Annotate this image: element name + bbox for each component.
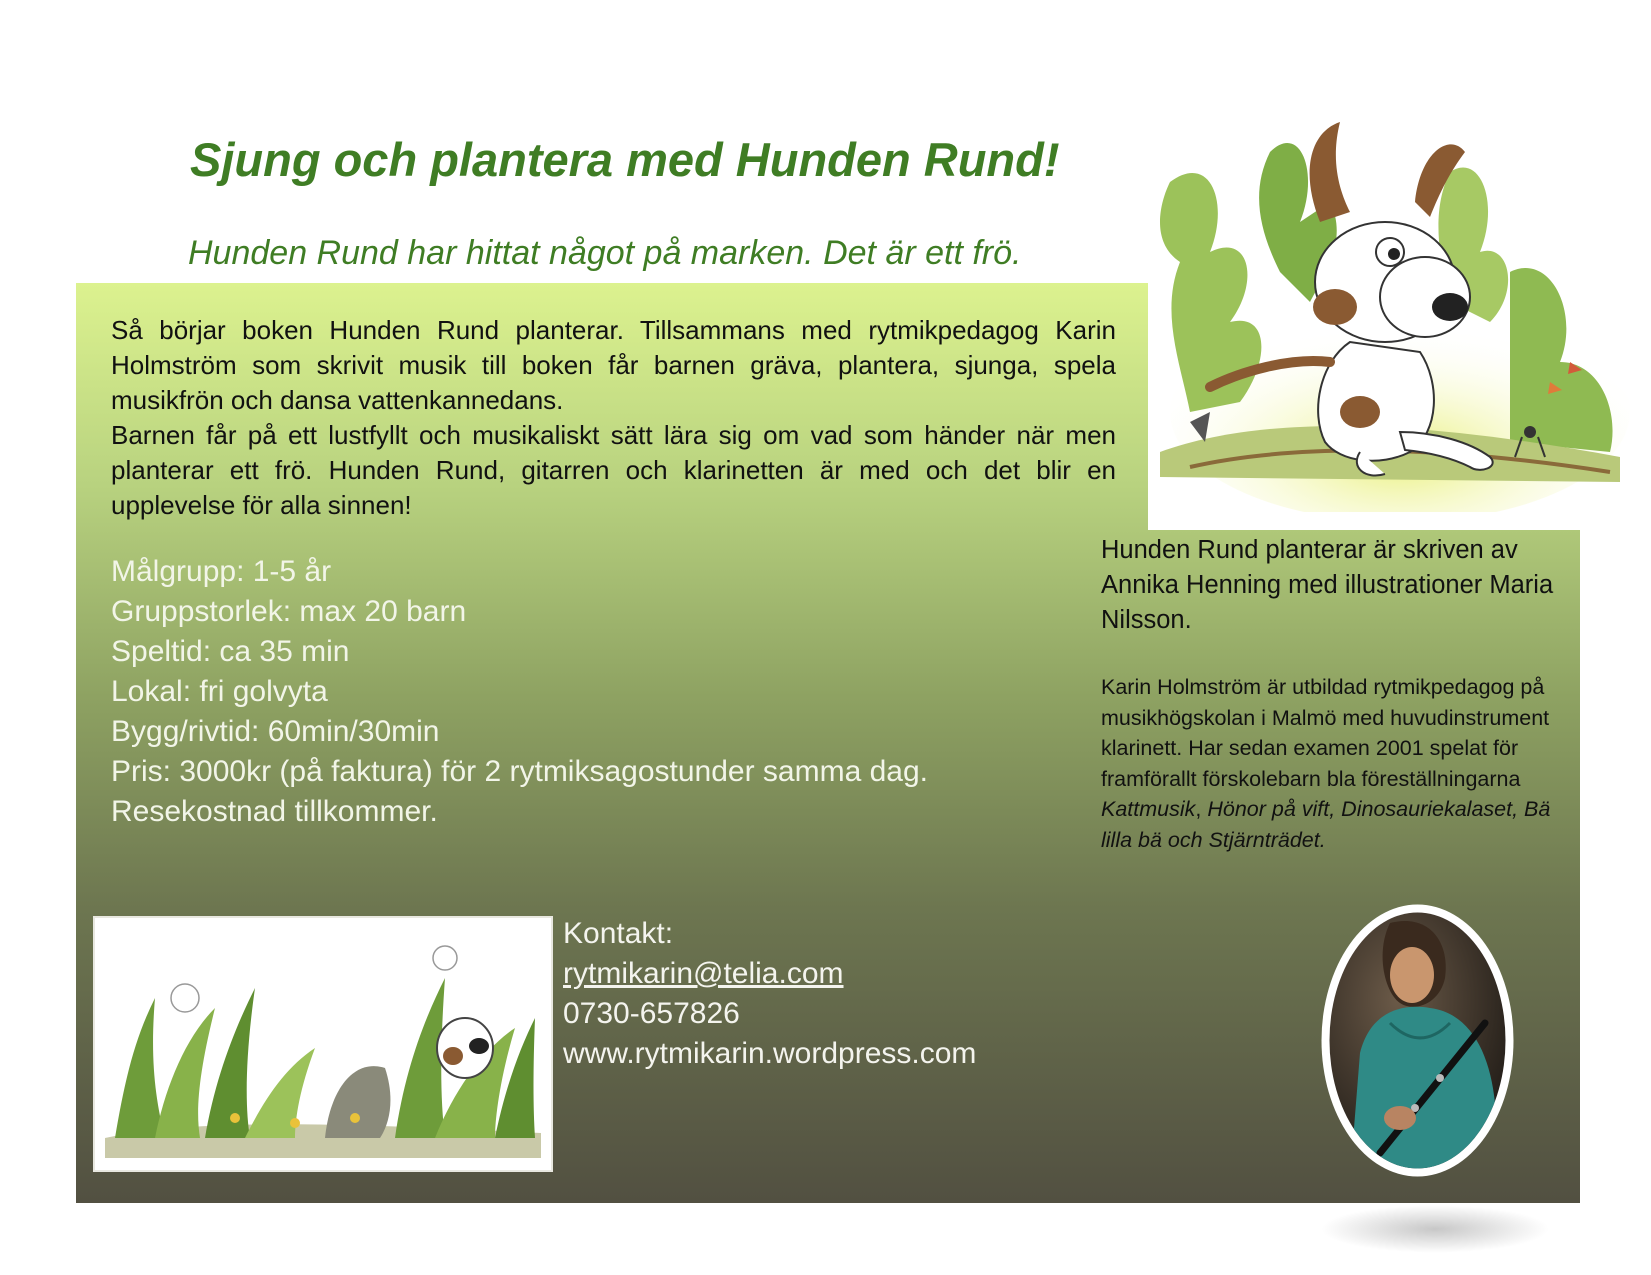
fact-setup-time: Bygg/rivtid: 60min/30min: [111, 715, 440, 748]
fact-duration: Speltid: ca 35 min: [111, 635, 350, 668]
portrait-photo: [1320, 903, 1515, 1178]
meadow-illustration: [95, 918, 551, 1170]
fact-group-size: Gruppstorlek: max 20 barn: [111, 595, 467, 628]
meadow-illustration-frame: [93, 916, 553, 1172]
bio-show-kattmusik: Kattmusik: [1101, 797, 1196, 821]
bio-separator: ,: [1195, 797, 1208, 821]
drop-shadow: [1320, 1205, 1550, 1253]
intro-text: [111, 313, 1116, 523]
bio-shows: Hönor på vift, Dinosauriekalaset, Bä lilla bä och Stjärnträdet.: [1101, 797, 1551, 852]
page-subtitle: Hunden Rund har hittat något på marken. Det är ett frö.: [188, 234, 1022, 272]
fact-travel-cost: Resekostnad tillkommer.: [111, 795, 438, 828]
fact-price: Pris: 3000kr (på faktura) för 2 rytmiksagostunder samma dag.: [111, 755, 929, 788]
bio-text: Karin Holmström är utbildad rytmikpedagog på musikhögskolan i Malmö med huvudinstrument klarinett. Har sedan examen 2001 spelat för framförallt förskolebarn bla föreställningarna: [1101, 675, 1550, 791]
contact-website: www.rytmikarin.wordpress.com: [563, 1037, 977, 1070]
contact-block: [563, 914, 976, 1074]
intro-paragraph-2: Barnen får på ett lustfyllt och musikaliskt sätt lära sig om vad som händer när men planterar ett frö. Hunden Rund, gitarren och klarinetten är med och det blir en upplevelse för alla sinnen!: [111, 420, 1116, 520]
intro-paragraph-1: Så börjar boken Hunden Rund planterar. Tillsammans med rytmikpedagog Karin Holmström som skrivit musik till boken får barnen gräva, plantera, sjunga, spela musikfrön och dansa vattenkannedans.: [111, 315, 1116, 415]
contact-email-link[interactable]: rytmikarin@telia.com: [563, 957, 844, 990]
page-title: Sjung och plantera med Hunden Rund!: [190, 133, 1060, 186]
fact-venue: Lokal: fri golvyta: [111, 675, 328, 708]
performer-bio: [1101, 672, 1561, 855]
author-credit: Hunden Rund planterar är skriven av Annika Henning med illustrationer Maria Nilsson.: [1101, 536, 1554, 634]
dog-illustration: [1150, 112, 1630, 512]
fact-target-group: Målgrupp: 1-5 år: [111, 555, 332, 588]
contact-phone: 0730-657826: [563, 997, 740, 1030]
contact-label: Kontakt:: [563, 917, 674, 950]
facts-list: [111, 552, 928, 832]
